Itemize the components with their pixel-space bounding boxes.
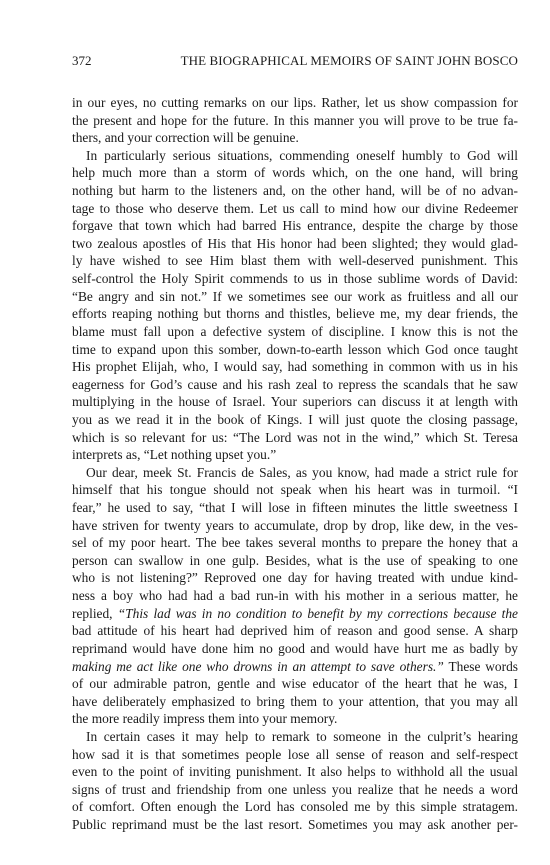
text-line: interprets as, “Let nothing upset you.” — [72, 447, 277, 463]
page-number: 372 — [72, 53, 92, 68]
text-line: of comfort. Often enough the Lord has consoled me by this simple stratagem. — [72, 799, 518, 815]
text-line: fear,” he used to say, “that I will lose in fifteen minutes the little sweetness I — [72, 500, 518, 516]
text-line: tage to those who deserve them. Let us call to mind how our divine Redeemer — [72, 200, 518, 216]
text-line — [72, 605, 518, 623]
italic-quote: making me act like one who drowns in an attempt to save others.” — [72, 658, 444, 674]
text-line: Our dear, meek St. Francis de Sales, as you know, had made a strict rule for — [86, 464, 518, 480]
text-line: His prophet Elijah, who, I would say, had something in common with us in his — [72, 359, 518, 375]
text-line: forgave that town which had barred His entrance, despite the charge by those — [72, 218, 518, 234]
text-line: the more readily impress them into your memory. — [72, 711, 338, 727]
text-line — [72, 658, 518, 676]
text-line: sel of my poor heart. The bee takes several months to prepare the honey that a — [72, 535, 518, 551]
text-line: nothing but harm to the listeners and, on the other hand, will be of no advan- — [72, 183, 518, 199]
text-line: eagerness for God’s cause and his rash zeal to repress the scandals that he saw — [72, 376, 518, 392]
text-line: time to expand upon this somber, down-to-earth lesson which God once taught — [72, 341, 518, 357]
text-line: in our eyes, no cutting remarks on our lips. Rather, let us show compassion for — [72, 95, 518, 110]
text-line: In certain cases it may help to remark to someone in the culprit’s hearing — [86, 728, 518, 744]
text-line: who is not listening?” Reproved one day for having treated with undue kind- — [72, 570, 518, 586]
text-line: bad attitude of his heart had deprived him of reason and good sense. A sharp — [72, 623, 518, 639]
text-line: signs of trust and friendship from one unless you realize that he needs a word — [72, 781, 518, 797]
text-line: the present and hope for the future. In this manner you will prove to be true fa- — [72, 112, 518, 128]
text-line: of our admirable patron, gentle and wise educator of the heart that he was, I — [72, 676, 518, 692]
text-line: In particularly serious situations, commending oneself humbly to God will — [86, 147, 518, 163]
text-run: replied, — [72, 605, 118, 621]
text-line: which is so relevant for us: “The Lord was not in the wind,” which St. Teresa — [72, 429, 518, 445]
text-line: have deliberately emphasized to bring them to your attention, that you may all — [72, 693, 518, 709]
text-line: blame must fall upon a defective system of discipline. I know this is not the — [72, 323, 518, 339]
italic-quote: “This lad was in no condition to benefit by my corrections because the — [117, 605, 519, 621]
running-head — [72, 53, 518, 69]
text-line: ly have wished to see Him blast them with well-deserved punishment. This — [72, 253, 518, 269]
text-line: Public reprimand must be the last resort. Sometimes you may ask another per- — [72, 816, 518, 832]
body-text — [72, 94, 518, 834]
running-title: THE BIOGRAPHICAL MEMOIRS OF SAINT JOHN BOSCO — [180, 53, 518, 68]
text-line: efforts reaping nothing but thorns and thistles, believe me, my dear friends, the — [72, 306, 518, 322]
text-line: even to the point of inviting punishment. It also helps to withhold all the usual — [72, 764, 518, 780]
text-line: two zealous apostles of His that His honor had been slighted; they would glad- — [72, 235, 518, 251]
text-line: himself that his tongue should not speak when his heart was in turmoil. “I — [72, 482, 518, 498]
text-line: how sad it is that sometimes people lose all sense of reason and self-respect — [72, 746, 518, 762]
text-line: have striven for twenty years to accumulate, drop by drop, like dew, in the ves- — [72, 517, 518, 533]
text-line: you as we read it in the book of Kings. I will just quote the closing passage, — [72, 411, 518, 427]
text-line: “Be angry and sin not.” If we sometimes see our work as fruitless and all our — [72, 288, 518, 304]
text-line: help much more than a storm of words which, on the one hand, will bring — [72, 165, 518, 181]
text-run: These words — [443, 658, 518, 674]
text-line: ness a boy who had had a bad run-in with his mother in a serious matter, he — [72, 588, 518, 604]
text-line: person can swallow in one gulp. Besides, what is the use of speaking to one — [72, 552, 518, 568]
text-line: reprimand would have done him no good and would have hurt me as badly by — [72, 640, 518, 656]
text-line: multiplying in the house of Israel. Your superiors can discuss it at length with — [72, 394, 518, 410]
text-line: self-control the Holy Spirit commends to us in those sublime words of David: — [72, 271, 518, 287]
text-line: thers, and your correction will be genuine. — [72, 130, 299, 146]
